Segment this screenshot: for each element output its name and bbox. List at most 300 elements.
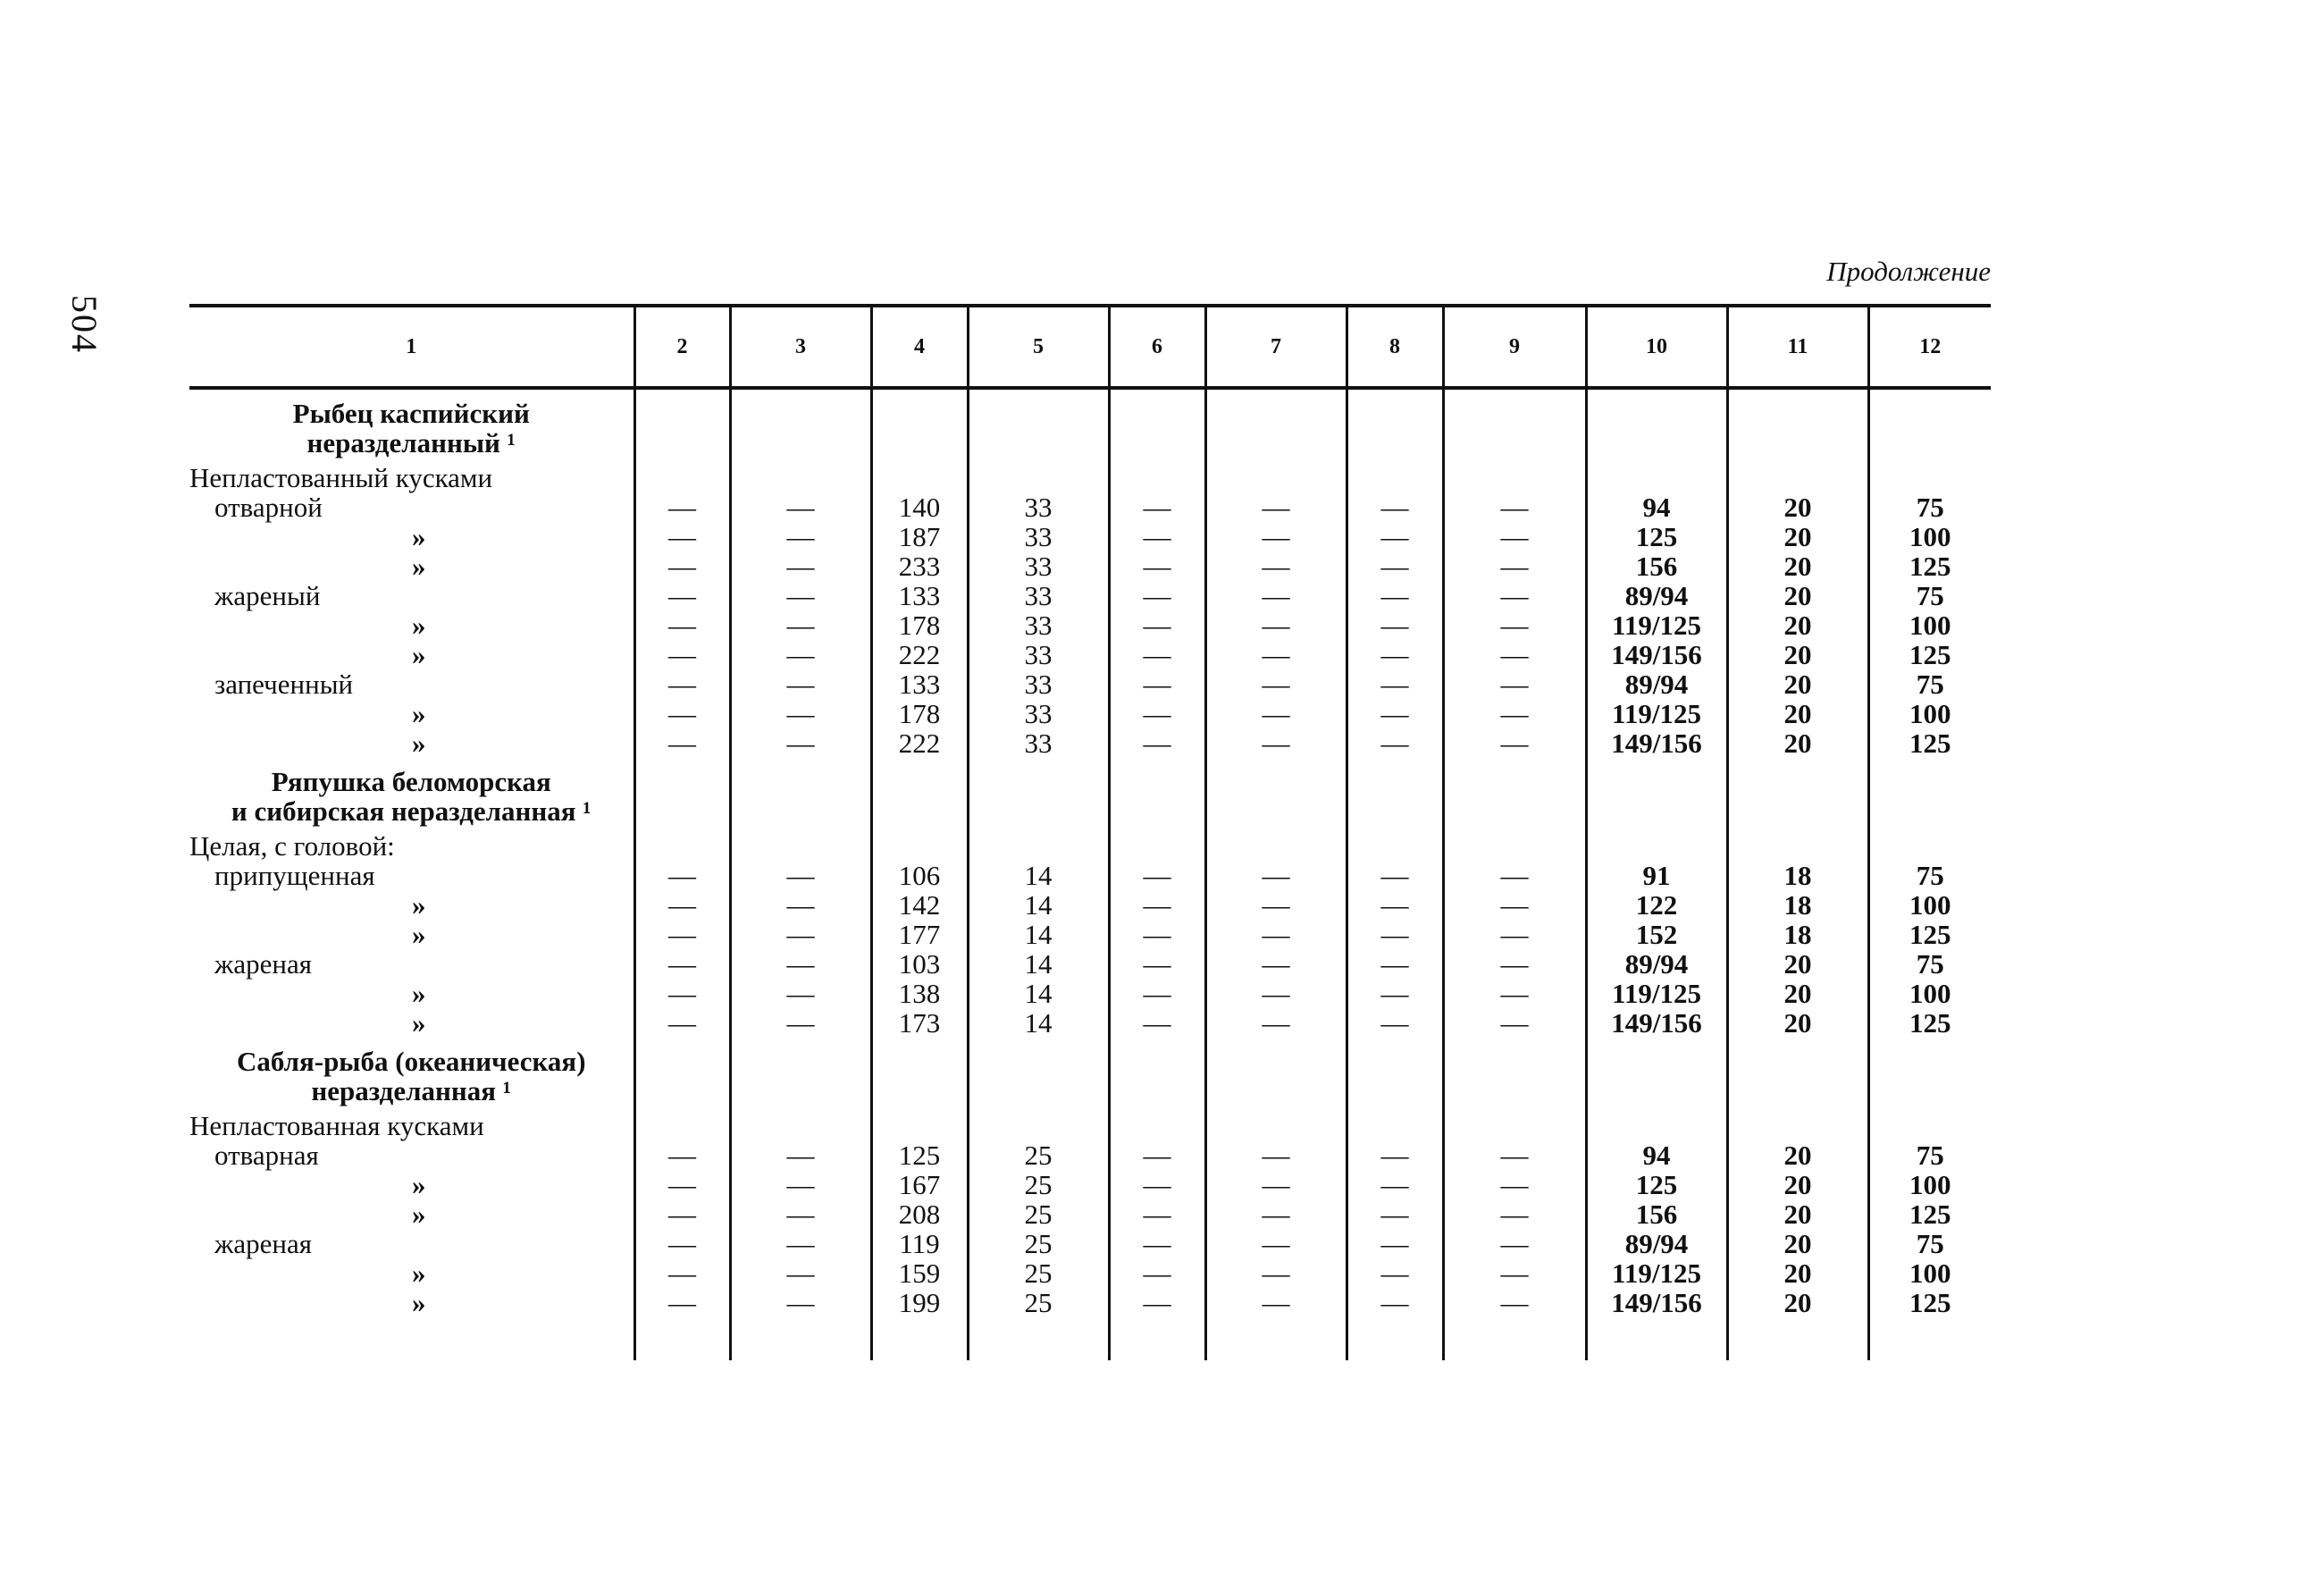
empty-cell <box>968 758 1109 831</box>
ditto-mark: » <box>412 639 426 670</box>
cell-col-2: — <box>634 728 730 758</box>
cell-col-4: 208 <box>871 1199 968 1229</box>
empty-cell <box>1868 758 1991 831</box>
cell-col-8: — <box>1347 1229 1443 1258</box>
cell-col-3: — <box>730 522 871 551</box>
table-row <box>189 522 1991 551</box>
cell-col-12: 75 <box>1868 949 1991 979</box>
cell-col-12: 125 <box>1868 551 1991 581</box>
cell-col-2: — <box>634 610 730 640</box>
table-row <box>189 551 1991 581</box>
cell-col-8: — <box>1347 640 1443 669</box>
empty-cell <box>871 463 968 492</box>
empty-cell <box>1443 1038 1586 1111</box>
cell-col-10: 89/94 <box>1586 669 1727 699</box>
cell-col-7: — <box>1205 1288 1347 1317</box>
cell-col-10: 149/156 <box>1586 1008 1727 1038</box>
cell-col-2: — <box>634 1288 730 1317</box>
cell-col-6: — <box>1109 728 1205 758</box>
cell-col-3: — <box>730 920 871 949</box>
cell-col-5: 25 <box>968 1140 1109 1170</box>
cell-col-3: — <box>730 949 871 979</box>
table-row <box>189 581 1991 610</box>
empty-cell <box>1868 1317 1991 1360</box>
empty-cell <box>1868 1111 1991 1140</box>
table-row <box>189 1008 1991 1038</box>
empty-cell <box>1586 758 1727 831</box>
empty-cell <box>1443 1317 1586 1360</box>
cell-col-6: — <box>1109 1170 1205 1199</box>
cell-col-3: — <box>730 581 871 610</box>
empty-cell <box>1205 831 1347 861</box>
section-title-line: Рыбец каспийский <box>292 398 530 429</box>
cell-col-7: — <box>1205 890 1347 920</box>
cell-col-6: — <box>1109 492 1205 522</box>
empty-cell <box>968 831 1109 861</box>
empty-cell <box>968 1317 1109 1360</box>
cell-col-6: — <box>1109 979 1205 1008</box>
cell-col-10: 119/125 <box>1586 1258 1727 1288</box>
table-row <box>189 669 1991 699</box>
cell-col-8: — <box>1347 728 1443 758</box>
ditto-mark: » <box>412 1287 426 1318</box>
cell-col-9: — <box>1443 522 1586 551</box>
cell-col-2: — <box>634 1170 730 1199</box>
cell-col-10: 91 <box>1586 861 1727 890</box>
empty-cell <box>730 831 871 861</box>
cell-col-7: — <box>1205 581 1347 610</box>
cell-col-6: — <box>1109 1258 1205 1288</box>
cell-col-2: — <box>634 581 730 610</box>
cell-col-6: — <box>1109 1008 1205 1038</box>
empty-cell <box>1347 1111 1443 1140</box>
cell-col-12: 100 <box>1868 699 1991 728</box>
empty-cell <box>1586 1038 1727 1111</box>
cell-col-3: — <box>730 610 871 640</box>
data-table <box>189 304 1991 1360</box>
cell-col-3: — <box>730 1199 871 1229</box>
cell-col-7: — <box>1205 640 1347 669</box>
empty-cell <box>1443 1111 1586 1140</box>
ditto-mark: » <box>412 1007 426 1039</box>
cell-col-10: 156 <box>1586 1199 1727 1229</box>
cell-col-6: — <box>1109 551 1205 581</box>
empty-cell <box>1868 831 1991 861</box>
row-label: запеченный <box>214 669 354 700</box>
cell-col-7: — <box>1205 861 1347 890</box>
ditto-mark: » <box>412 919 426 950</box>
ditto-mark: » <box>412 698 426 729</box>
cell-col-2: — <box>634 979 730 1008</box>
ditto-mark: » <box>412 1169 426 1200</box>
cell-col-9: — <box>1443 640 1586 669</box>
cell-col-7: — <box>1205 979 1347 1008</box>
cell-col-4: 173 <box>871 1008 968 1038</box>
table-row <box>189 920 1991 949</box>
cell-col-4: 119 <box>871 1229 968 1258</box>
cell-col-6: — <box>1109 1229 1205 1258</box>
cell-col-11: 20 <box>1727 1199 1868 1229</box>
ditto-mark: » <box>412 1199 426 1230</box>
cell-col-11: 18 <box>1727 890 1868 920</box>
cell-col-2: — <box>634 949 730 979</box>
empty-cell <box>1109 1038 1205 1111</box>
column-header-6: 6 <box>1109 306 1205 388</box>
empty-cell <box>1109 463 1205 492</box>
cell-col-3: — <box>730 979 871 1008</box>
cell-col-8: — <box>1347 581 1443 610</box>
cell-col-2: — <box>634 551 730 581</box>
cell-col-6: — <box>1109 949 1205 979</box>
cell-col-11: 20 <box>1727 640 1868 669</box>
cell-col-11: 18 <box>1727 861 1868 890</box>
cell-col-9: — <box>1443 949 1586 979</box>
table-row <box>189 1140 1991 1170</box>
cell-col-10: 149/156 <box>1586 640 1727 669</box>
group-label: Непластованная кусками <box>189 1110 484 1141</box>
cell-col-3: — <box>730 492 871 522</box>
cell-col-5: 14 <box>968 949 1109 979</box>
cell-col-9: — <box>1443 581 1586 610</box>
table-filler-row <box>189 1317 1991 1360</box>
cell-col-10: 119/125 <box>1586 699 1727 728</box>
cell-col-9: — <box>1443 551 1586 581</box>
cell-col-8: — <box>1347 1199 1443 1229</box>
empty-cell <box>1586 831 1727 861</box>
table-row <box>189 640 1991 669</box>
cell-col-9: — <box>1443 728 1586 758</box>
cell-col-8: — <box>1347 522 1443 551</box>
cell-col-6: — <box>1109 1288 1205 1317</box>
empty-cell <box>1109 758 1205 831</box>
ditto-mark: » <box>412 978 426 1009</box>
table-row <box>189 979 1991 1008</box>
page-number: 504 <box>64 295 105 354</box>
empty-cell <box>871 1038 968 1111</box>
cell-col-10: 119/125 <box>1586 610 1727 640</box>
table-row <box>189 492 1991 522</box>
empty-cell <box>1109 1317 1205 1360</box>
cell-col-2: — <box>634 1199 730 1229</box>
data-table-container <box>189 304 1991 1400</box>
cell-col-6: — <box>1109 610 1205 640</box>
cell-col-11: 20 <box>1727 551 1868 581</box>
cell-col-9: — <box>1443 1199 1586 1229</box>
cell-col-12: 75 <box>1868 1140 1991 1170</box>
cell-col-12: 125 <box>1868 728 1991 758</box>
cell-col-4: 133 <box>871 581 968 610</box>
empty-cell <box>1205 388 1347 463</box>
cell-col-5: 33 <box>968 492 1109 522</box>
section-title <box>189 758 634 831</box>
cell-col-5: 14 <box>968 979 1109 1008</box>
cell-col-11: 20 <box>1727 699 1868 728</box>
cell-col-12: 75 <box>1868 669 1991 699</box>
cell-col-10: 94 <box>1586 492 1727 522</box>
column-header-1: 1 <box>189 306 634 388</box>
section-heading-row <box>189 1038 1991 1111</box>
empty-cell <box>1347 1317 1443 1360</box>
column-header-11: 11 <box>1727 306 1868 388</box>
table-row <box>189 1288 1991 1317</box>
empty-cell <box>1586 1111 1727 1140</box>
table-row <box>189 890 1991 920</box>
cell-col-11: 18 <box>1727 920 1868 949</box>
empty-cell <box>730 1111 871 1140</box>
section-title <box>189 388 634 463</box>
ditto-mark: » <box>412 521 426 552</box>
cell-col-11: 20 <box>1727 1288 1868 1317</box>
cell-col-11: 20 <box>1727 1258 1868 1288</box>
cell-col-3: — <box>730 1170 871 1199</box>
empty-cell <box>968 388 1109 463</box>
group-label-row <box>189 831 1991 861</box>
cell-col-5: 33 <box>968 728 1109 758</box>
cell-col-3: — <box>730 699 871 728</box>
ditto-mark: » <box>412 1258 426 1289</box>
empty-cell <box>871 831 968 861</box>
cell-col-7: — <box>1205 1008 1347 1038</box>
column-header-12: 12 <box>1868 306 1991 388</box>
cell-col-6: — <box>1109 1140 1205 1170</box>
empty-cell <box>189 1317 634 1360</box>
empty-cell <box>730 758 871 831</box>
cell-col-6: — <box>1109 522 1205 551</box>
empty-cell <box>1347 463 1443 492</box>
empty-cell <box>1109 388 1205 463</box>
cell-col-7: — <box>1205 920 1347 949</box>
group-label-row <box>189 1111 1991 1140</box>
cell-col-9: — <box>1443 890 1586 920</box>
cell-col-8: — <box>1347 1170 1443 1199</box>
row-label: отварной <box>214 492 323 523</box>
cell-col-4: 178 <box>871 699 968 728</box>
cell-col-5: 25 <box>968 1288 1109 1317</box>
empty-cell <box>1727 388 1868 463</box>
cell-col-5: 33 <box>968 640 1109 669</box>
cell-col-11: 20 <box>1727 522 1868 551</box>
cell-col-5: 25 <box>968 1199 1109 1229</box>
empty-cell <box>634 1111 730 1140</box>
cell-col-2: — <box>634 522 730 551</box>
cell-col-8: — <box>1347 699 1443 728</box>
empty-cell <box>968 463 1109 492</box>
cell-col-4: 103 <box>871 949 968 979</box>
empty-cell <box>871 1111 968 1140</box>
empty-cell <box>1727 463 1868 492</box>
empty-cell <box>1443 463 1586 492</box>
empty-cell <box>730 1038 871 1111</box>
empty-cell <box>634 388 730 463</box>
column-header-2: 2 <box>634 306 730 388</box>
cell-col-12: 125 <box>1868 640 1991 669</box>
cell-col-12: 125 <box>1868 1008 1991 1038</box>
table-row <box>189 1229 1991 1258</box>
cell-col-4: 140 <box>871 492 968 522</box>
table-row <box>189 1199 1991 1229</box>
cell-col-8: — <box>1347 492 1443 522</box>
cell-col-7: — <box>1205 669 1347 699</box>
cell-col-5: 25 <box>968 1170 1109 1199</box>
cell-col-11: 20 <box>1727 949 1868 979</box>
cell-col-5: 33 <box>968 522 1109 551</box>
cell-col-8: — <box>1347 610 1443 640</box>
empty-cell <box>1347 388 1443 463</box>
cell-col-2: — <box>634 492 730 522</box>
empty-cell <box>1727 758 1868 831</box>
cell-col-9: — <box>1443 492 1586 522</box>
cell-col-8: — <box>1347 890 1443 920</box>
cell-col-11: 20 <box>1727 728 1868 758</box>
cell-col-7: — <box>1205 492 1347 522</box>
empty-cell <box>1727 831 1868 861</box>
cell-col-6: — <box>1109 1199 1205 1229</box>
empty-cell <box>1347 758 1443 831</box>
cell-col-8: — <box>1347 669 1443 699</box>
cell-col-4: 222 <box>871 640 968 669</box>
empty-cell <box>1205 1038 1347 1111</box>
cell-col-6: — <box>1109 861 1205 890</box>
empty-cell <box>1109 831 1205 861</box>
cell-col-4: 142 <box>871 890 968 920</box>
empty-cell <box>1443 758 1586 831</box>
cell-col-9: — <box>1443 1140 1586 1170</box>
empty-cell <box>1868 1038 1991 1111</box>
cell-col-8: — <box>1347 949 1443 979</box>
cell-col-8: — <box>1347 920 1443 949</box>
cell-col-8: — <box>1347 861 1443 890</box>
cell-col-5: 33 <box>968 551 1109 581</box>
cell-col-10: 125 <box>1586 1170 1727 1199</box>
cell-col-12: 100 <box>1868 1170 1991 1199</box>
row-label: отварная <box>214 1140 319 1171</box>
cell-col-11: 20 <box>1727 1008 1868 1038</box>
cell-col-9: — <box>1443 610 1586 640</box>
cell-col-12: 75 <box>1868 1229 1991 1258</box>
cell-col-6: — <box>1109 669 1205 699</box>
section-title-line: неразделанный ¹ <box>306 427 516 458</box>
row-label: жареная <box>214 948 313 980</box>
cell-col-10: 122 <box>1586 890 1727 920</box>
empty-cell <box>1443 831 1586 861</box>
cell-col-5: 25 <box>968 1258 1109 1288</box>
cell-col-4: 177 <box>871 920 968 949</box>
cell-col-3: — <box>730 890 871 920</box>
cell-col-3: — <box>730 1008 871 1038</box>
empty-cell <box>634 1317 730 1360</box>
empty-cell <box>634 463 730 492</box>
empty-cell <box>1586 1317 1727 1360</box>
cell-col-2: — <box>634 890 730 920</box>
empty-cell <box>634 758 730 831</box>
empty-cell <box>730 1317 871 1360</box>
cell-col-10: 89/94 <box>1586 949 1727 979</box>
cell-col-12: 125 <box>1868 1199 1991 1229</box>
row-label: жареная <box>214 1228 313 1259</box>
cell-col-5: 33 <box>968 581 1109 610</box>
cell-col-9: — <box>1443 669 1586 699</box>
cell-col-11: 20 <box>1727 1140 1868 1170</box>
cell-col-12: 125 <box>1868 920 1991 949</box>
table-header-row <box>189 306 1991 388</box>
empty-cell <box>730 463 871 492</box>
table-row <box>189 949 1991 979</box>
cell-col-9: — <box>1443 1288 1586 1317</box>
column-header-5: 5 <box>968 306 1109 388</box>
cell-col-9: — <box>1443 861 1586 890</box>
empty-cell <box>1727 1038 1868 1111</box>
section-title-line: Сабля-рыба (океаническая) <box>236 1046 586 1077</box>
empty-cell <box>1205 758 1347 831</box>
empty-cell <box>1586 388 1727 463</box>
cell-col-10: 149/156 <box>1586 728 1727 758</box>
cell-col-7: — <box>1205 610 1347 640</box>
cell-col-7: — <box>1205 1199 1347 1229</box>
cell-col-4: 222 <box>871 728 968 758</box>
cell-col-4: 106 <box>871 861 968 890</box>
cell-col-10: 125 <box>1586 522 1727 551</box>
cell-col-10: 89/94 <box>1586 1229 1727 1258</box>
cell-col-11: 20 <box>1727 492 1868 522</box>
cell-col-2: — <box>634 699 730 728</box>
cell-col-3: — <box>730 1140 871 1170</box>
cell-col-4: 133 <box>871 669 968 699</box>
cell-col-12: 100 <box>1868 1258 1991 1288</box>
cell-col-9: — <box>1443 1008 1586 1038</box>
cell-col-2: — <box>634 1258 730 1288</box>
table-row <box>189 728 1991 758</box>
empty-cell <box>1586 463 1727 492</box>
cell-col-6: — <box>1109 640 1205 669</box>
group-label: Непластованный кусками <box>189 462 493 493</box>
cell-col-9: — <box>1443 1229 1586 1258</box>
cell-col-8: — <box>1347 551 1443 581</box>
cell-col-2: — <box>634 669 730 699</box>
cell-col-5: 33 <box>968 610 1109 640</box>
cell-col-5: 14 <box>968 920 1109 949</box>
cell-col-4: 187 <box>871 522 968 551</box>
cell-col-10: 152 <box>1586 920 1727 949</box>
cell-col-7: — <box>1205 949 1347 979</box>
cell-col-7: — <box>1205 1170 1347 1199</box>
empty-cell <box>1347 1038 1443 1111</box>
section-heading-row <box>189 388 1991 463</box>
cell-col-12: 100 <box>1868 890 1991 920</box>
empty-cell <box>1868 463 1991 492</box>
continuation-label: Продолжение <box>1826 256 1991 287</box>
empty-cell <box>634 831 730 861</box>
cell-col-11: 20 <box>1727 1229 1868 1258</box>
empty-cell <box>871 388 968 463</box>
cell-col-5: 14 <box>968 861 1109 890</box>
section-title-line: Ряпушка беломорская <box>271 766 551 797</box>
cell-col-3: — <box>730 1258 871 1288</box>
cell-col-7: — <box>1205 699 1347 728</box>
empty-cell <box>1868 388 1991 463</box>
cell-col-11: 20 <box>1727 1170 1868 1199</box>
column-header-7: 7 <box>1205 306 1347 388</box>
cell-col-9: — <box>1443 920 1586 949</box>
column-header-10: 10 <box>1586 306 1727 388</box>
cell-col-5: 14 <box>968 890 1109 920</box>
cell-col-12: 75 <box>1868 581 1991 610</box>
cell-col-4: 233 <box>871 551 968 581</box>
empty-cell <box>1727 1317 1868 1360</box>
cell-col-4: 199 <box>871 1288 968 1317</box>
cell-col-3: — <box>730 669 871 699</box>
cell-col-12: 100 <box>1868 979 1991 1008</box>
cell-col-7: — <box>1205 728 1347 758</box>
